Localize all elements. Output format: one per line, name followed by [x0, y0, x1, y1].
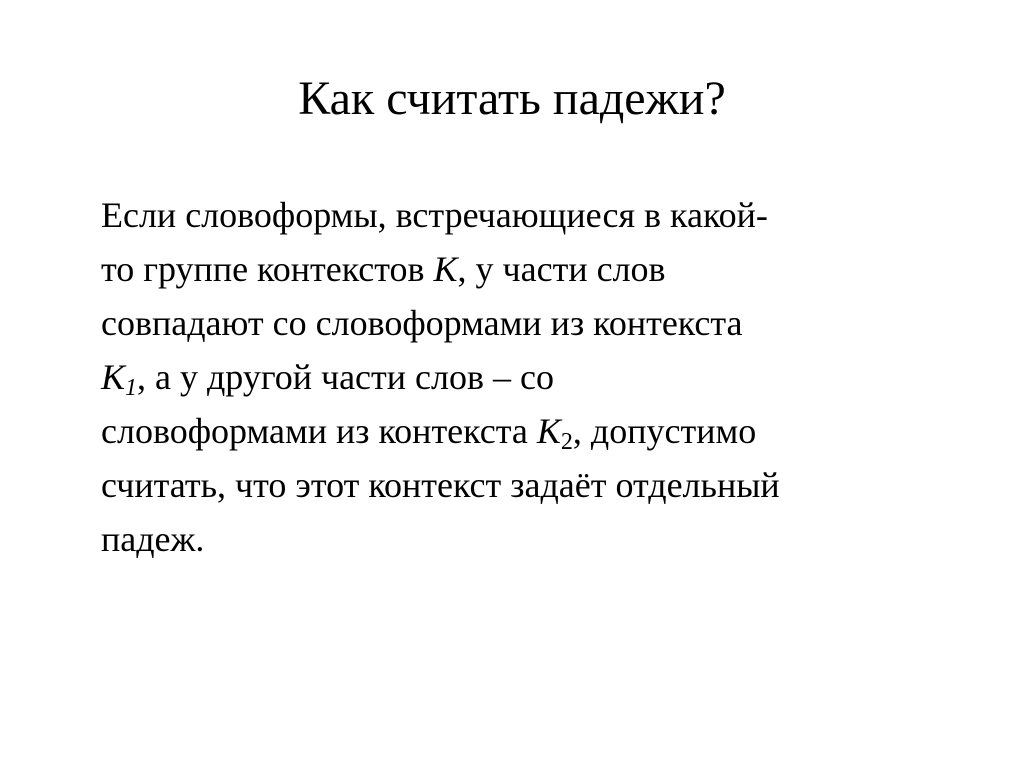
body-text-5a: словоформами из контекста	[101, 411, 537, 451]
body-line-7	[101, 512, 981, 566]
body-line-4	[101, 350, 981, 404]
body-line-2	[101, 242, 981, 296]
variable-k1: K	[101, 357, 126, 397]
body-text-7: падеж.	[101, 519, 205, 559]
body-text-2a: то группе контекстов	[101, 249, 434, 289]
subscript-2: 2	[560, 429, 573, 455]
body-line-3	[101, 296, 981, 350]
variable-k2: K	[536, 411, 561, 451]
body-text-2b: , у части слов	[457, 249, 666, 289]
body-text-4b: , а у другой части слов – со	[137, 357, 554, 397]
body-line-5	[101, 404, 981, 458]
body-line-1	[101, 188, 981, 242]
slide-title: Как считать падежи?	[298, 72, 726, 125]
body-text-3: совпадают со словоформами из контекста	[101, 303, 743, 343]
body-text-5b: , допустимо	[572, 411, 757, 451]
body-text-1: Если словоформы, встречающиеся в какой-	[101, 195, 768, 235]
variable-k: K	[433, 249, 458, 289]
body-line-6	[101, 458, 981, 512]
slide-body-paragraph	[101, 188, 981, 566]
subscript-1: 1	[125, 375, 138, 401]
body-text-6: считать, что этот контекст задаёт отдельный	[101, 465, 780, 505]
